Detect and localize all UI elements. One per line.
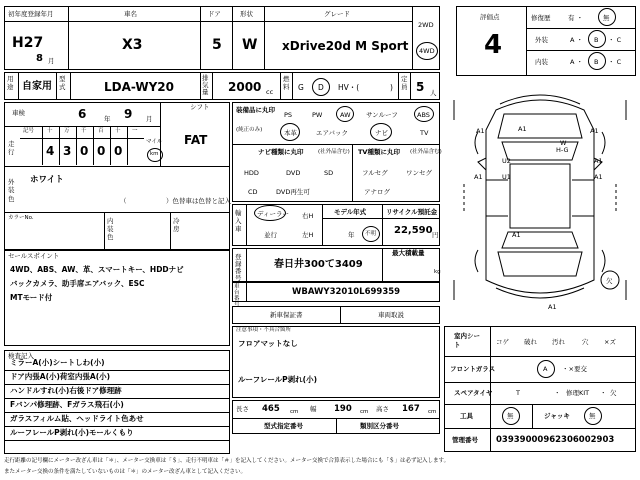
diag-mark-front-right: A1 [590,127,599,135]
equipment-label: 装備品に丸印 [236,106,275,114]
color-no-label: カラーNo. [8,215,34,221]
sales-points-label: セールスポイント [8,252,60,260]
spare-kit: 修理KIT [566,389,590,397]
inspection-month: 9 [124,107,133,121]
inspection-month-unit: 月 [146,115,153,123]
notes-line-3: ルーフレールP剥れ(小) [238,375,318,384]
front-glass-opt: ・×要交 [562,365,587,373]
color-label: 外装色 [8,178,15,203]
sheet-opt-x: ×ズ [604,338,616,346]
mileage-header: 記号 [23,128,35,134]
repair-history-label: 修復歴 [531,14,551,22]
exterior-sel: B [594,36,599,44]
height-cm: cm [428,409,437,415]
import-rh: 右H [302,212,314,220]
load-label: 最大積載量 [392,249,425,257]
type-no-label: 型式指定番号 [264,422,303,430]
diag-mark-rear: A1 [512,231,521,239]
shape: W [242,37,258,53]
score-label: 評価点 [480,13,500,21]
import-lh: 左H [302,231,314,239]
equip-leather: 本革 [284,129,297,137]
mgmt-label: 管理番号 [452,436,478,444]
mileage-label: 走行 [8,140,15,157]
footer-line-2: またメーター交換の条件を満たしていないものは「＊」のメーター改ざん車として記入ください。 [4,469,247,475]
equip-aw: AW [340,111,351,119]
class-no-label: 類別区分番号 [360,422,399,430]
interior-opts: A ・ [570,58,584,66]
inspector-line: ルーフレールP剥れ(小)モールくもり [10,428,134,437]
exterior-opt2: ・ C [608,36,622,44]
nav-type-header: ナビ種類に丸印 [258,148,304,156]
diag-center: H-G [556,146,569,154]
import-label: 輸入車 [235,209,242,233]
fuel-d: D [318,83,324,92]
equip-abs: ABS [417,111,430,119]
footer-line-1: 走行距離の記号欄にメーター改ざん車は「＊」、メーター交換車は「＄」、走行不明車は「＃」を記入してください。メーター交換で合算表示した場合にも「＄」は必ず記入します。 [4,458,450,464]
new-car-warranty: 新車保証書 [270,311,303,319]
car-name: X3 [122,37,143,53]
exterior-color: ホワイト [30,175,64,185]
notes-block [232,326,440,398]
displacement: 2000 [228,80,262,94]
cc-unit: cc [266,88,274,96]
tv-type-sub: (社外品含む) [410,149,442,155]
import-parallel: 並行 [264,231,277,239]
front-glass-sel: A [543,365,548,373]
shift-label: シフト [190,103,210,111]
jack-sel: 無 [589,412,596,420]
owners-manual: 車両取説 [378,311,404,319]
cooler-label: 冷房 [173,217,180,233]
height-value: 167 [402,404,420,414]
exterior-label: 外装 [535,36,548,44]
repair-history-opts: 有 ・ [568,14,584,22]
diag-mark-hood: A1 [518,125,527,133]
front-glass-label: フロントガラス [450,365,496,373]
diag-mark-front-left: A1 [476,127,485,135]
tv-fullseg: フルセグ [362,169,388,177]
model-year-label: モデル年式 [334,208,367,216]
import-dealer: ディーラー [257,210,289,218]
mileage-header: 万 [64,128,70,134]
model-year-unit: 年 [348,231,355,239]
diag-mark-door-r1: A1 [594,157,603,165]
inspector-line: Fバンパ修理跡、Fガラス飛石(小) [10,400,124,409]
diag-mark-door-r2: A1 [594,173,603,181]
shape-label: 形状 [240,10,253,18]
spare-tire-label: スペアタイヤ [454,389,493,397]
sales-line-1: 4WD、ABS、AW、革、スマートキー、HDDナビ [10,265,184,274]
disp-label: 排気量 [202,74,209,97]
nav-sd: SD [324,169,334,177]
interior-opt2: ・ C [608,58,622,66]
equipment-sub: (純正のみ) [236,127,263,133]
capacity-label: 定員 [401,75,408,91]
header-row [4,6,440,70]
inspector-line: ミラーA(小)シートしわ(小) [10,358,105,367]
sheet-opt-burn: コゲ [496,338,509,346]
repair-history-sel: 無 [603,14,610,22]
drive-2wd: 2WD [418,21,434,29]
reg-month: 8 [36,53,43,64]
fuel-hv: HV・( [338,83,360,92]
nav-hdd: HDD [244,169,259,177]
nav-dvd: DVD [286,169,301,177]
spare-dot2: ・ [600,389,607,397]
use-label: 用途 [7,75,14,91]
recycle-label: リサイクル預託金 [386,208,438,216]
exterior-opts: A ・ [570,36,584,44]
equip-pw: PW [312,111,323,119]
reg-date-label: 初年度登録年月 [8,10,54,18]
color-note: ）色替車は色替と記入 [166,197,231,205]
tools-sel: 無 [507,412,514,420]
model-type: LDA-WY20 [104,80,174,94]
inspector-label: 検査記入 [8,352,34,360]
mileage-header: 十 [47,128,53,134]
vin: WBAWY32010L699359 [292,287,401,297]
type-label: 型式 [59,75,66,91]
diag-mark-missing: 欠 [606,277,613,285]
interior-label: 内装 [535,58,548,66]
mileage-digit: 0 [114,144,123,158]
door-label: ドア [208,10,221,18]
width-label: 幅 [310,405,317,413]
nav-dvd-play: DVD再生可 [276,188,310,196]
equip-navi: ナビ [375,129,388,137]
diag-mark-windshield: W [560,139,567,147]
nav-type-sub: (社外品含む) [318,149,350,155]
notes-header: 注意事項・不具合箇所 [236,327,292,333]
car-name-label: 車名 [124,10,137,18]
mgmt-number: 03939000962306002903 [496,435,615,445]
model-year-unknown: 不明 [365,231,377,237]
capacity-unit: 人 [430,89,437,97]
mileage-header: 百 [98,128,104,134]
length-label: 長さ [236,405,249,413]
mileage-digit: 0 [80,144,89,158]
length-cm: cm [290,409,299,415]
mileage-header: 十 [115,128,121,134]
nav-cd: CD [248,188,258,196]
tv-type-header: TV種類に丸印 [358,148,400,156]
load-kg: kg [434,269,441,275]
tools-label: 工具 [460,412,473,420]
width-cm: cm [360,409,369,415]
interior-color-label: 内装色 [107,217,114,241]
mileage-unit-km: km [150,151,159,157]
tv-analog: アナログ [364,188,390,196]
mileage-header: 一 [132,128,138,134]
equip-tv: TV [420,129,429,137]
inspector-line: ハンドルすれ(小)右後ドア修理跡 [10,386,122,395]
recycle-yen: 円 [432,231,439,239]
sheet-opt-hole: 穴 [582,338,589,346]
length-value: 465 [262,404,280,414]
height-label: 高さ [376,405,389,413]
fuel-close: ) [390,83,393,92]
spare-t: T [516,389,520,397]
vin-label: 車台番 [234,284,240,303]
warranty-block [232,306,440,324]
notes-line-1: フロアマットなし [238,339,298,348]
inspector-line: ドア内張A(小)荷室内張A(小) [10,372,111,381]
sheet-opt-tear: 破れ [524,338,537,346]
shift: FAT [184,133,208,147]
mileage-digit: 3 [63,144,72,158]
door-count: 5 [212,37,222,53]
equip-airbag: エアバック [316,129,348,137]
equip-sunroof: サンルーフ [366,111,398,119]
diag-mark-u2: U2 [502,157,511,165]
width-value: 190 [334,404,352,414]
fuel-g: G [298,83,304,92]
interior-sel: B [594,58,599,66]
sheet-opt-stain: 汚れ [552,338,565,346]
inspection-year: 6 [78,107,87,121]
tv-oneseg: ワンセグ [406,169,432,177]
spare-missing: 欠 [610,389,617,397]
score-value: 4 [484,30,503,60]
spare-dot1: ・ [554,389,561,397]
diag-mark-rear-bumper: A1 [548,303,557,311]
jack-label: ジャッキ [544,412,570,420]
grade-label: グレード [324,10,350,18]
use: 自家用 [22,81,52,92]
mileage-header: 千 [81,128,87,134]
reg-year: H27 [12,35,44,51]
plate-number: 春日井300て3409 [274,259,363,270]
diag-mark-u1: U1 [502,173,511,181]
interior-sheet-label: 室内シート [454,332,480,350]
grade: xDrive20d M Sport [282,39,409,53]
mileage-digit: 4 [46,144,55,158]
recycle-value: 22,590 [394,225,433,236]
mileage-unit-mile: マイル [146,139,163,145]
equip-ps: PS [284,111,293,119]
mileage-grid [20,127,144,165]
inspection-year-unit: 年 [104,115,111,123]
inspector-line: ガラスフィルム貼、ヘッドライト色あせ [10,414,144,423]
plate-label: 登録番号 [235,253,242,283]
capacity: 5 [416,80,425,94]
color-note-open: （ [120,197,127,205]
inspection-label: 車検 [12,109,25,117]
reg-month-unit: 月 [48,57,55,65]
sales-line-2: バックカメラ、助手席エアバック、ESC [10,279,145,288]
fuel-label: 燃料 [283,75,290,91]
mileage-digit: 0 [97,144,106,158]
sales-line-3: MTモード付 [10,293,53,302]
diag-mark-door-l: A1 [474,173,483,181]
drive-4wd: 4WD [419,47,435,55]
